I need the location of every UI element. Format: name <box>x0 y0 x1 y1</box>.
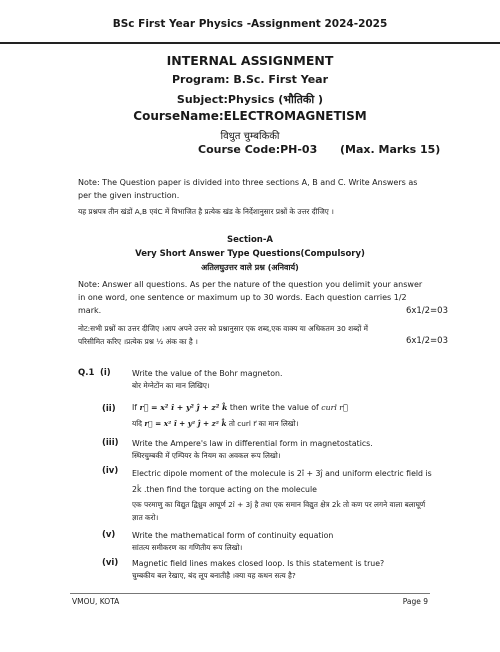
item-number: (iv) <box>102 466 119 476</box>
assignment-heading: INTERNAL ASSIGNMENT <box>166 53 334 68</box>
item-number: (vi) <box>102 558 119 568</box>
question-vi <box>132 558 432 582</box>
question-i <box>132 368 432 392</box>
question-vi-en: Magnetic field lines makes closed loop. Is this statement is true? <box>132 559 385 568</box>
question-iii-hi: स्थिरचुम्बकी में एम्पियर के नियम का अवकल रूप लिखो। <box>132 451 281 460</box>
question-v <box>132 530 432 554</box>
section-note-en: Note: Answer all questions. As per the nature of the question you delimit your answer in one word, one sentence or maximum up to 30 words. Each question carries 1/2 mark. <box>78 280 423 315</box>
course-code: Course Code:PH-03 <box>198 143 318 156</box>
item-number: (ii) <box>102 404 116 414</box>
question-i-en: Write the value of the Bohr magneton. <box>132 369 283 378</box>
item-number: (iii) <box>102 438 119 448</box>
marks-en: 6x1/2=03 <box>405 306 448 316</box>
marks-hi: 6x1/2=03 <box>405 336 448 346</box>
question-iv-en: Electric dipole moment of the molecule is 2î + 3ĵ and uniform electric field is 2k̂ .then find the torque acting on the molecule <box>132 469 432 494</box>
curl-expression: curl r⃗ <box>321 403 348 412</box>
question-i-hi: बोर मेग्नेटोंन का मान लिखिए। <box>132 381 210 390</box>
section-subtitle: Very Short Answer Type Questions(Compulsory) <box>135 249 365 259</box>
instruction-note-hi: यह प्रश्नपत्र तीन खंडों A,B एवंC में विभाजित है प्रत्येक खंड के निर्देशानुसार प्रश्नों के उत्तर दीजिए । <box>78 207 334 216</box>
subject-line: Subject:Physics (भौतिकी ) <box>176 93 324 106</box>
item-number: (i) <box>100 368 111 378</box>
question-v-hi: सांतत्य समीकरण का गणितीय रूप लिखो। <box>132 543 243 552</box>
section-subtitle-hindi: अतिलघुउत्तर वाले प्रश्न (अनिवार्य) <box>201 263 299 272</box>
question-ii <box>132 402 432 430</box>
question-vi-hi: चुम्बकीय बल रेखाए, बंद लूप बनातीहै ।क्या यह कथन सत्य है? <box>132 571 296 580</box>
page-number: Page 9 <box>402 597 428 606</box>
question-iii <box>132 438 432 462</box>
section-note-hi: नोट:सभी प्रश्नों का उत्तर दीजिए ।आप अपने उत्तर को प्रश्नानुसार एक शब्द,एक वाक्य या अधिकतम 30 शब्दों में परिसीमित करिए ।प्रत्येक प्रश्न ½ अंक का है । <box>78 324 368 346</box>
question-iv-hi: एक परमाणु का विद्युत द्विध्रुव आघूर्ण 2î + 3ĵ है तथा एक समान विद्युत क्षेत्र 2k̂ तो कण पर लगने वाला बलाघूर्ण ज्ञात करो। <box>132 500 426 522</box>
position-vector-formula: r⃗ = x² î + y² ĵ + z² k̂ <box>139 403 228 412</box>
question-iv <box>132 466 432 524</box>
course-name-line: CourseName:ELECTROMAGNETISM <box>133 109 367 123</box>
program-line: Program: B.Sc. First Year <box>171 73 329 86</box>
position-vector-formula: r⃗ = x² î + y² ĵ + z² k̂ <box>144 419 227 428</box>
instruction-note-en: Note: The Question paper is divided into three sections A, B and C. Write Answers as per the given instruction. <box>78 178 418 200</box>
footer-divider <box>70 593 430 594</box>
course-name-hindi: विधुत चुम्बकिकी <box>220 131 280 142</box>
header-title: BSc First Year Physics -Assignment 2024-2025 <box>112 18 388 30</box>
question-ii-hi: यदि r⃗ = x² î + y² ĵ + z² k̂ तो curl r⃗ का मान लिखो। <box>132 419 299 428</box>
question-v-en: Write the mathematical form of continuity equation <box>132 531 334 540</box>
footer-left: VMOU, KOTA <box>72 597 120 606</box>
section-title: Section-A <box>227 235 273 245</box>
question-iii-en: Write the Ampere's law in differential form in magnetostatics. <box>132 439 373 448</box>
max-marks: (Max. Marks 15) <box>340 143 441 156</box>
item-number: (v) <box>102 530 116 540</box>
question-label: Q.1 <box>78 368 95 378</box>
page-header <box>0 0 500 44</box>
question-ii-en: If r⃗ = x² î + y² ĵ + z² k̂ then write the value of curl r⃗ <box>132 403 348 412</box>
